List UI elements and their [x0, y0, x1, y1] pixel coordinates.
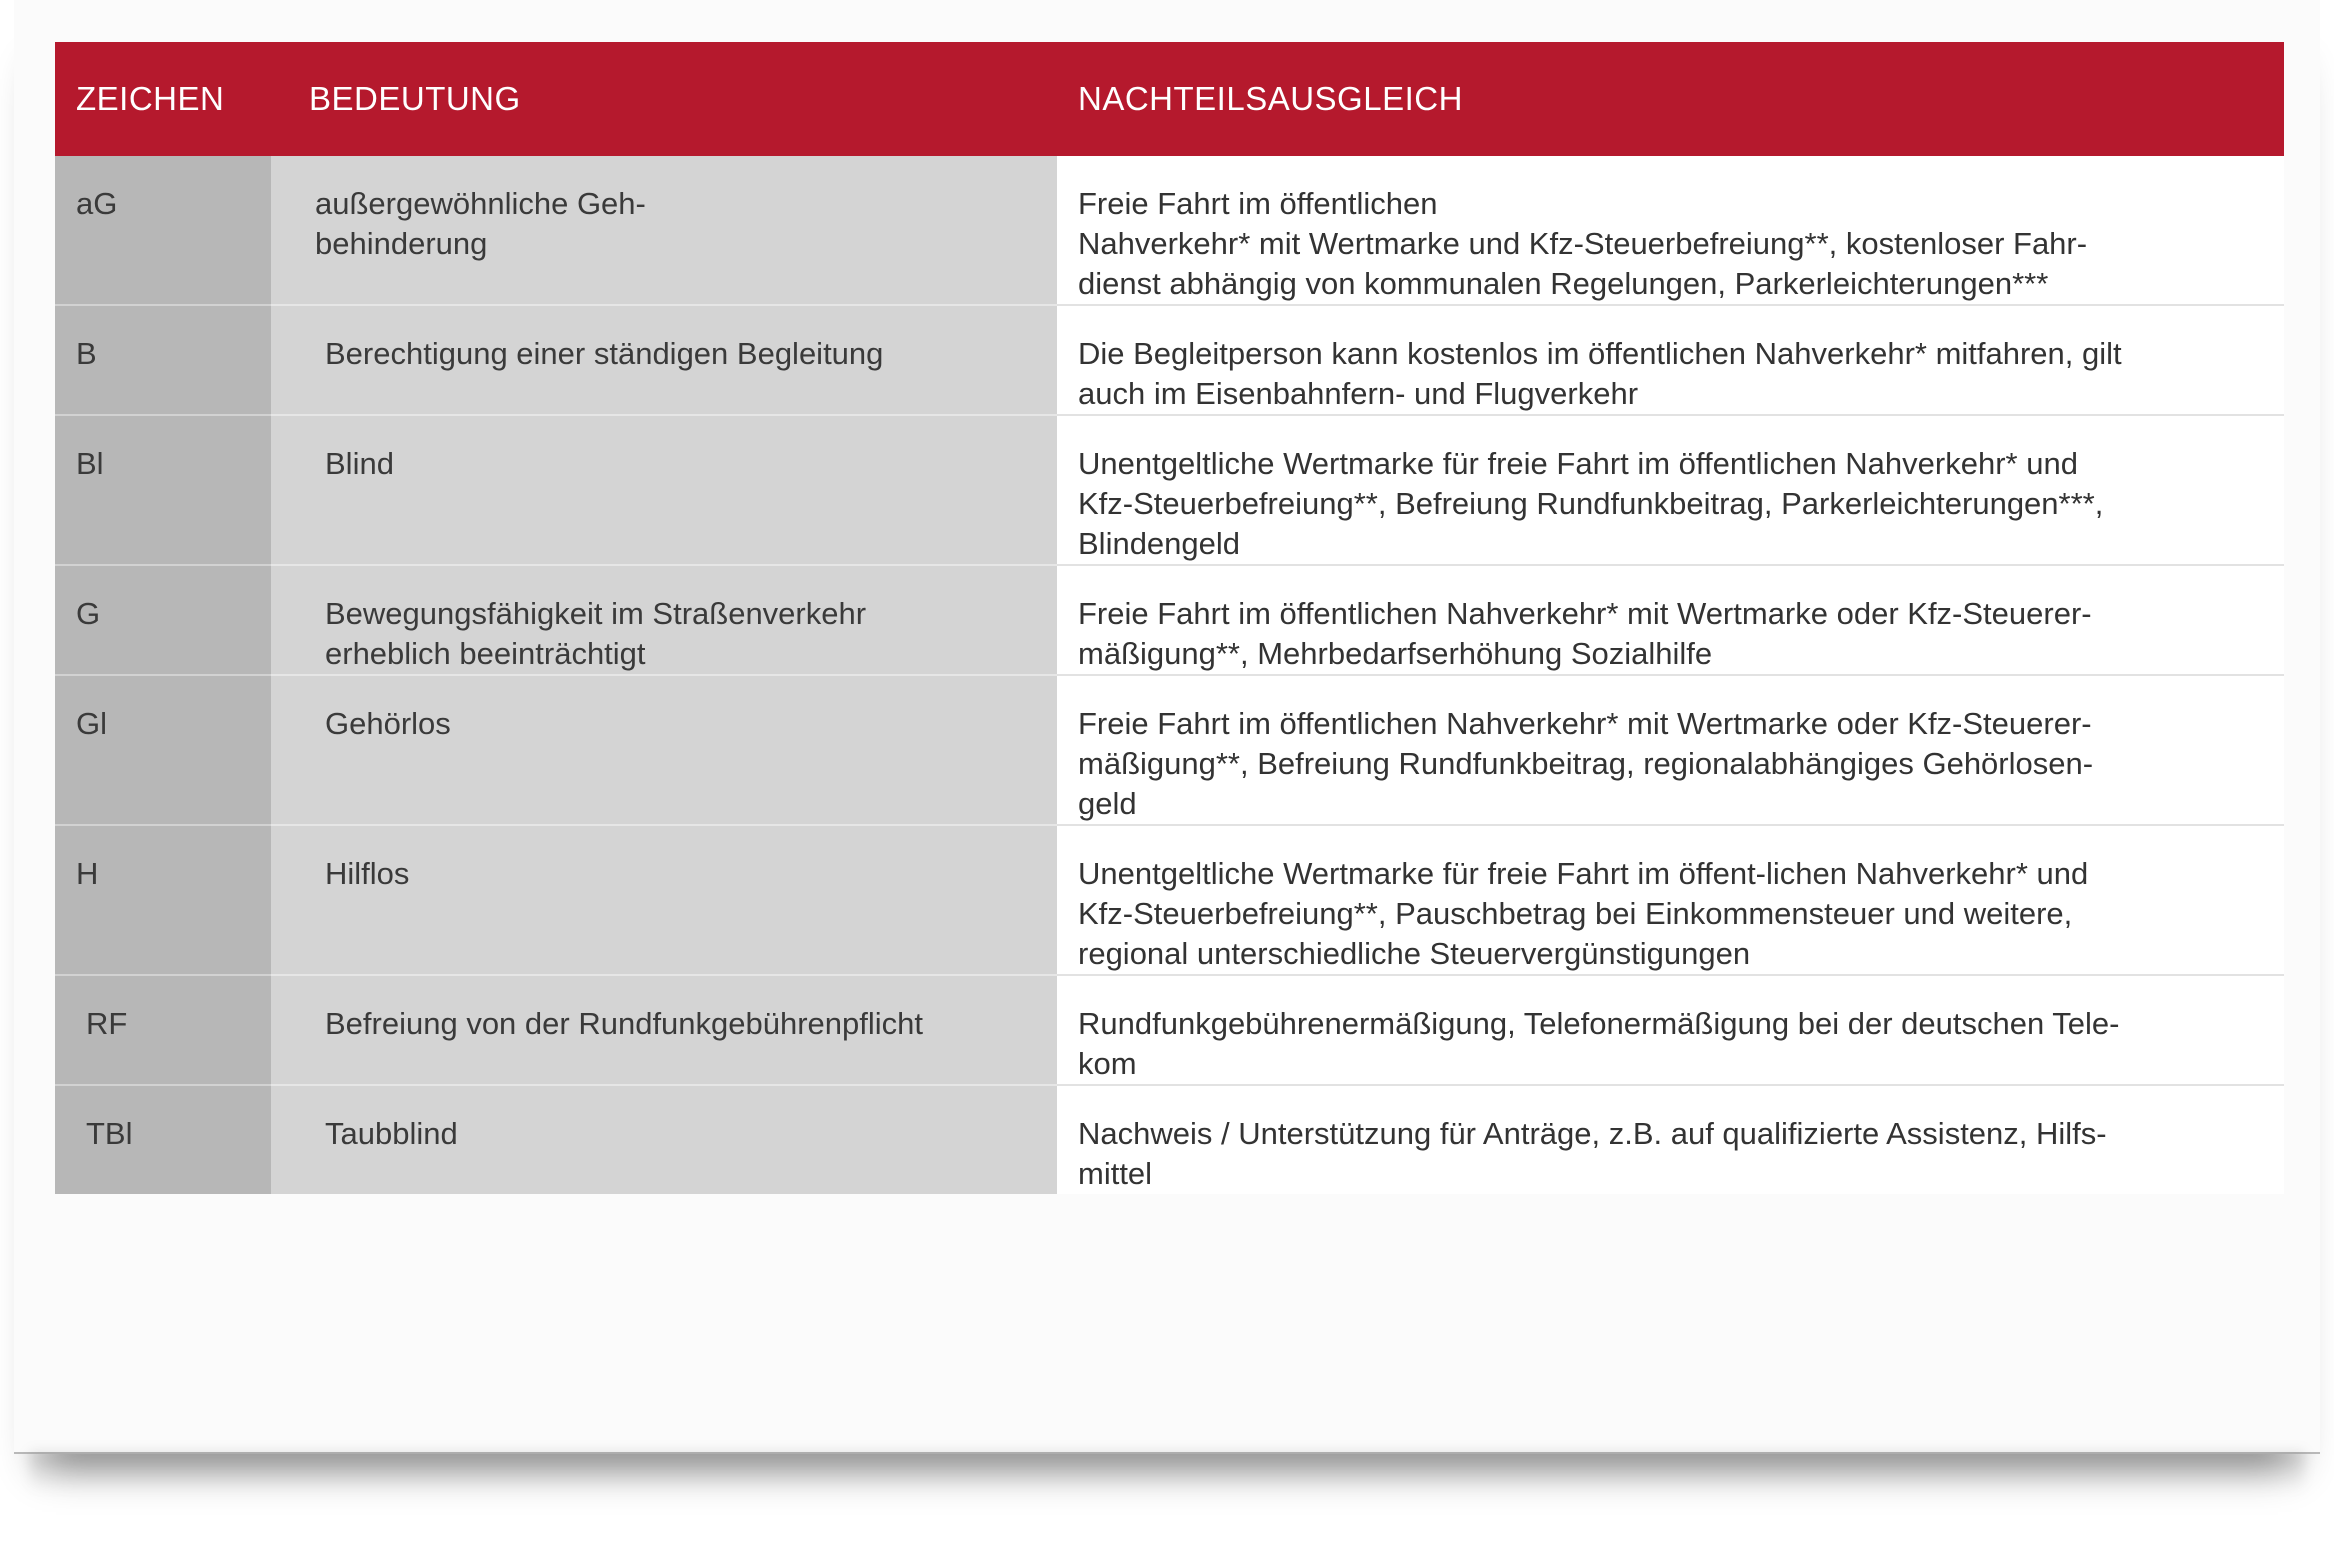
meaning-text: Bewegungsfähigkeit im Straßenverkehr — [325, 596, 867, 631]
cell-compensation — [1057, 675, 2284, 825]
header-meaning: BEDEUTUNG — [271, 42, 1057, 156]
cell-compensation — [1057, 975, 2284, 1085]
cell-symbol: aG — [55, 156, 271, 305]
meaning-text: Berechtigung einer ständigen Begleitung — [325, 336, 884, 371]
compensation-text: Freie Fahrt im öffentlichen Nahverkehr* mit Wertmarke oder Kfz-Steuerer- — [1078, 596, 2092, 631]
compensation-text: mäßigung**, Mehrbedarfserhöhung Sozialhilfe — [1078, 636, 1713, 671]
compensation-text: Kfz-Steuerbefreiung**, Befreiung Rundfunkbeitrag, Parkerleichterungen***, — [1078, 486, 2104, 521]
compensation-text: Unentgeltliche Wertmarke für freie Fahrt im öffent-lichen Nahverkehr* und — [1078, 856, 2089, 891]
cell-symbol: Bl — [55, 415, 271, 565]
cell-compensation — [1057, 156, 2284, 305]
meaning-text: Blind — [325, 446, 394, 481]
table-row — [55, 415, 2284, 565]
cell-symbol: TBl — [55, 1085, 271, 1194]
table-row — [55, 825, 2284, 975]
cell-meaning — [271, 1085, 1057, 1194]
cell-compensation — [1057, 305, 2284, 415]
compensation-text: Nahverkehr* mit Wertmarke und Kfz-Steuerbefreiung**, kostenloser Fahr- — [1078, 226, 2088, 261]
cell-symbol: H — [55, 825, 271, 975]
table-row — [55, 675, 2284, 825]
table-row — [55, 156, 2284, 305]
meaning-text: außergewöhnliche Geh- — [315, 186, 646, 221]
card-shadow — [30, 1452, 2304, 1492]
compensation-text: auch im Eisenbahnfern- und Flugverkehr — [1078, 376, 1639, 411]
cell-meaning — [271, 565, 1057, 675]
cell-compensation — [1057, 1085, 2284, 1194]
meaning-text: Befreiung von der Rundfunkgebührenpflicht — [325, 1006, 924, 1041]
compensation-text: Nachweis / Unterstützung für Anträge, z.B. auf qualifizierte Assistenz, Hilfs- — [1078, 1116, 2107, 1151]
compensation-text: Unentgeltliche Wertmarke für freie Fahrt im öffentlichen Nahverkehr* und — [1078, 446, 2078, 481]
cell-meaning — [271, 675, 1057, 825]
compensation-text: Kfz-Steuerbefreiung**, Pauschbetrag bei Einkommensteuer und weitere, — [1078, 896, 2073, 931]
cell-symbol: RF — [55, 975, 271, 1085]
cell-compensation — [1057, 565, 2284, 675]
cell-meaning — [271, 156, 1057, 305]
header-symbol: ZEICHEN — [55, 42, 271, 156]
table-row — [55, 305, 2284, 415]
meaning-text: erheblich beeinträchtigt — [325, 636, 646, 671]
compensation-text: Rundfunkgebührenermäßigung, Telefonermäßigung bei der deutschen Tele- — [1078, 1006, 2120, 1041]
table-row — [55, 565, 2284, 675]
meaning-text: Taubblind — [325, 1116, 458, 1151]
cell-meaning — [271, 975, 1057, 1085]
cell-symbol: B — [55, 305, 271, 415]
cell-meaning — [271, 825, 1057, 975]
compensation-text: kom — [1078, 1046, 1137, 1081]
table-row — [55, 1085, 2284, 1194]
meaning-text: Gehörlos — [325, 706, 451, 741]
compensation-text: Die Begleitperson kann kostenlos im öffentlichen Nahverkehr* mitfahren, gilt — [1078, 336, 2122, 371]
meaning-text: Hilflos — [325, 856, 410, 891]
disability-marks-table — [55, 42, 2284, 1194]
compensation-text: mäßigung**, Befreiung Rundfunkbeitrag, regionalabhängiges Gehörlosen- — [1078, 746, 2094, 781]
cell-compensation — [1057, 825, 2284, 975]
compensation-text: geld — [1078, 786, 1137, 821]
cell-compensation — [1057, 415, 2284, 565]
table-header-row — [55, 42, 2284, 156]
compensation-text: Freie Fahrt im öffentlichen Nahverkehr* mit Wertmarke oder Kfz-Steuerer- — [1078, 706, 2092, 741]
compensation-text: dienst abhängig von kommunalen Regelungen, Parkerleichterungen*** — [1078, 266, 2049, 301]
meaning-text: behinderung — [315, 226, 488, 261]
compensation-text: Freie Fahrt im öffentlichen — [1078, 186, 1438, 221]
compensation-text: regional unterschiedliche Steuervergünstigungen — [1078, 936, 1751, 971]
header-compensation: NACHTEILSAUSGLEICH — [1057, 42, 2284, 156]
cell-symbol: G — [55, 565, 271, 675]
cell-symbol: Gl — [55, 675, 271, 825]
table-row — [55, 975, 2284, 1085]
compensation-text: mittel — [1078, 1156, 1153, 1191]
cell-meaning — [271, 305, 1057, 415]
table-body — [55, 156, 2284, 1194]
cell-meaning — [271, 415, 1057, 565]
compensation-text: Blindengeld — [1078, 526, 1241, 561]
